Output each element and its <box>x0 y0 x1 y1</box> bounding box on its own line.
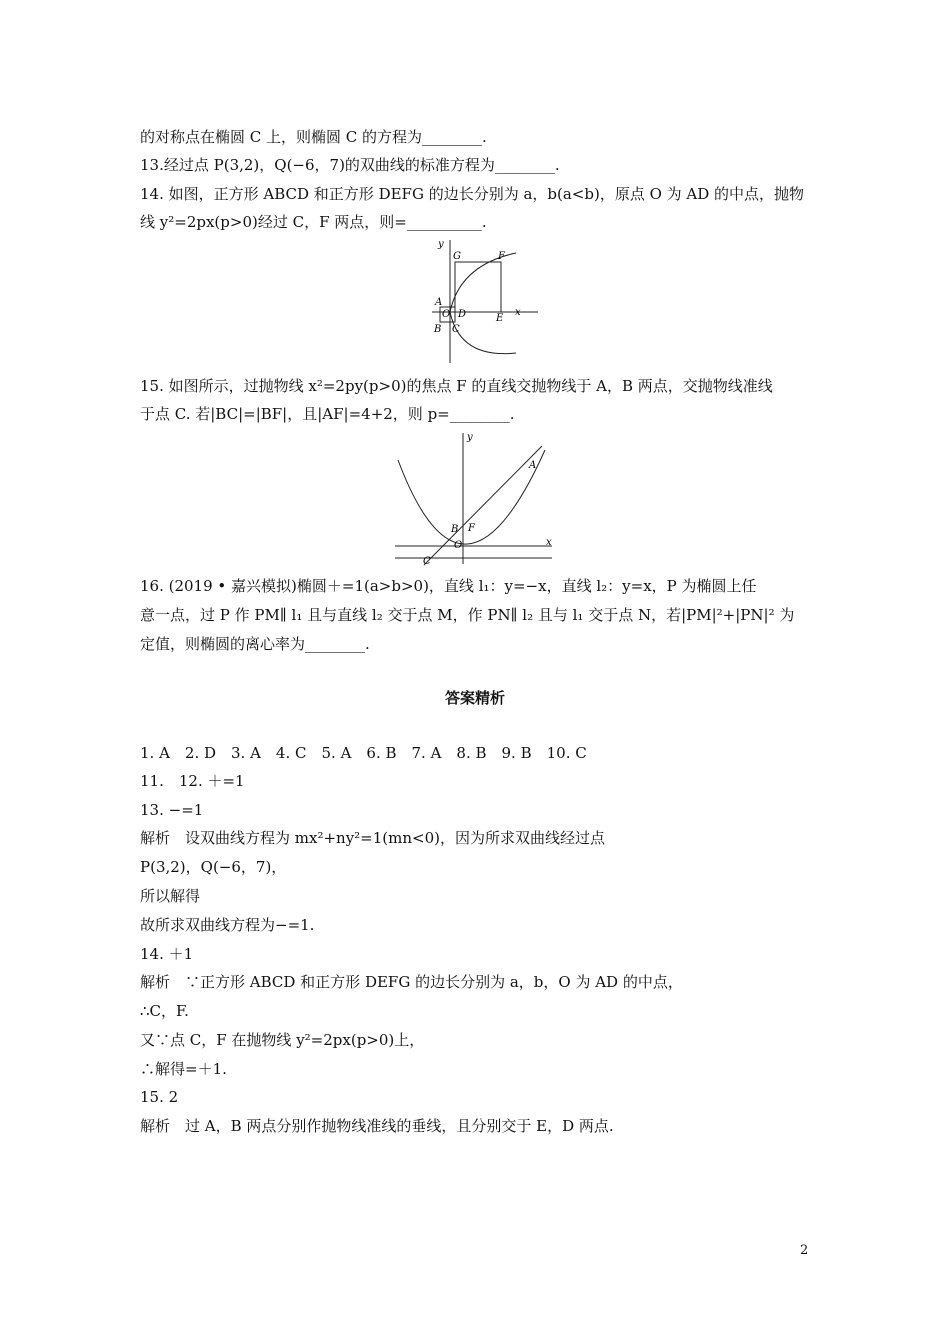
fig14-label-E: E <box>496 313 504 324</box>
answer-line: 所以解得 <box>140 887 201 905</box>
figure-15 <box>390 428 560 568</box>
fig15-label-x: x <box>546 537 552 548</box>
answer-line: ∴解得=＋1. <box>140 1060 227 1078</box>
answer-line: 14. ＋1 <box>140 945 194 963</box>
question-line: 14. 如图，正方形 ABCD 和正方形 DEFG 的边长分别为 a，b(a<b)，原点 O 为 AD 的中点，抛物 <box>140 185 805 203</box>
fig14-label-A: A <box>435 297 443 308</box>
answer-line: P(3,2)，Q(−6，7)， <box>140 858 287 876</box>
question-line: 定值，则椭圆的离心率为________. <box>140 635 370 653</box>
answer-line: ∴C，F. <box>140 1002 189 1020</box>
answer-line: 1. A 2. D 3. A 4. C 5. A 6. B 7. A 8. B 9. B 10. C <box>140 744 587 762</box>
answer-line: 解析 过 A，B 两点分别作抛物线准线的垂线，且分别交于 E，D 两点. <box>140 1117 614 1135</box>
page-number: 2 <box>800 1243 809 1258</box>
fig15-label-O: O <box>454 540 463 551</box>
fig14-label-x: x <box>515 307 521 318</box>
fig14-label-D: D <box>458 309 467 320</box>
fig14-label-y: y <box>438 239 444 250</box>
question-line: 的对称点在椭圆 C 上，则椭圆 C 的方程为________. <box>140 128 487 146</box>
figure-14 <box>420 235 540 365</box>
fig15-label-B: B <box>451 524 459 535</box>
fig15-label-C: C <box>423 556 431 567</box>
question-line: 13.经过点 P(3,2)，Q(−6，7)的双曲线的标准方程为________. <box>140 156 560 174</box>
fig14-label-C: C <box>452 324 460 335</box>
question-line: 线 y²=2px(p>0)经过 C，F 两点，则=__________. <box>140 213 487 231</box>
fig15-label-A: A <box>529 460 537 471</box>
question-line: 于点 C. 若|BC|=|BF|，且|AF|=4+2，则 p=________. <box>140 405 515 423</box>
question-line: 16. (2019 • 嘉兴模拟)椭圆＋=1(a>b>0)，直线 l₁：y=−x，直线 l₂：y=x，P 为椭圆上任 <box>140 577 757 595</box>
answer-line: 故所求双曲线方程为−=1. <box>140 916 315 934</box>
fig15-label-y: y <box>467 432 473 443</box>
fig14-label-B: B <box>434 324 442 335</box>
fig15-label-F: F <box>468 523 475 534</box>
answers-title: 答案精析 <box>444 689 505 707</box>
answer-line: 解析 设双曲线方程为 mx²+ny²=1(mn<0)，因为所求双曲线经过点 <box>140 829 605 847</box>
question-line: 意一点，过 P 作 PM∥ l₁ 且与直线 l₂ 交于点 M，作 PN∥ l₂ 且与 l₁ 交于点 N，若|PM|²+|PN|² 为 <box>140 606 795 624</box>
answer-line: 11. 12. ＋=1 <box>140 772 245 790</box>
answer-line: 又∵点 C，F 在抛物线 y²=2px(p>0)上， <box>140 1031 425 1049</box>
answer-line: 解析 ∵正方形 ABCD 和正方形 DEFG 的边长分别为 a，b，O 为 AD 的中点， <box>140 973 683 991</box>
fig14-label-O: O <box>442 309 451 320</box>
answer-line: 13. −=1 <box>140 801 204 819</box>
fig14-label-F: F <box>498 251 505 262</box>
question-line: 15. 如图所示，过抛物线 x²=2py(p>0)的焦点 F 的直线交抛物线于 A，B 两点，交抛物线准线 <box>140 377 773 395</box>
fig14-label-G: G <box>453 251 461 262</box>
answer-line: 15. 2 <box>140 1088 179 1106</box>
